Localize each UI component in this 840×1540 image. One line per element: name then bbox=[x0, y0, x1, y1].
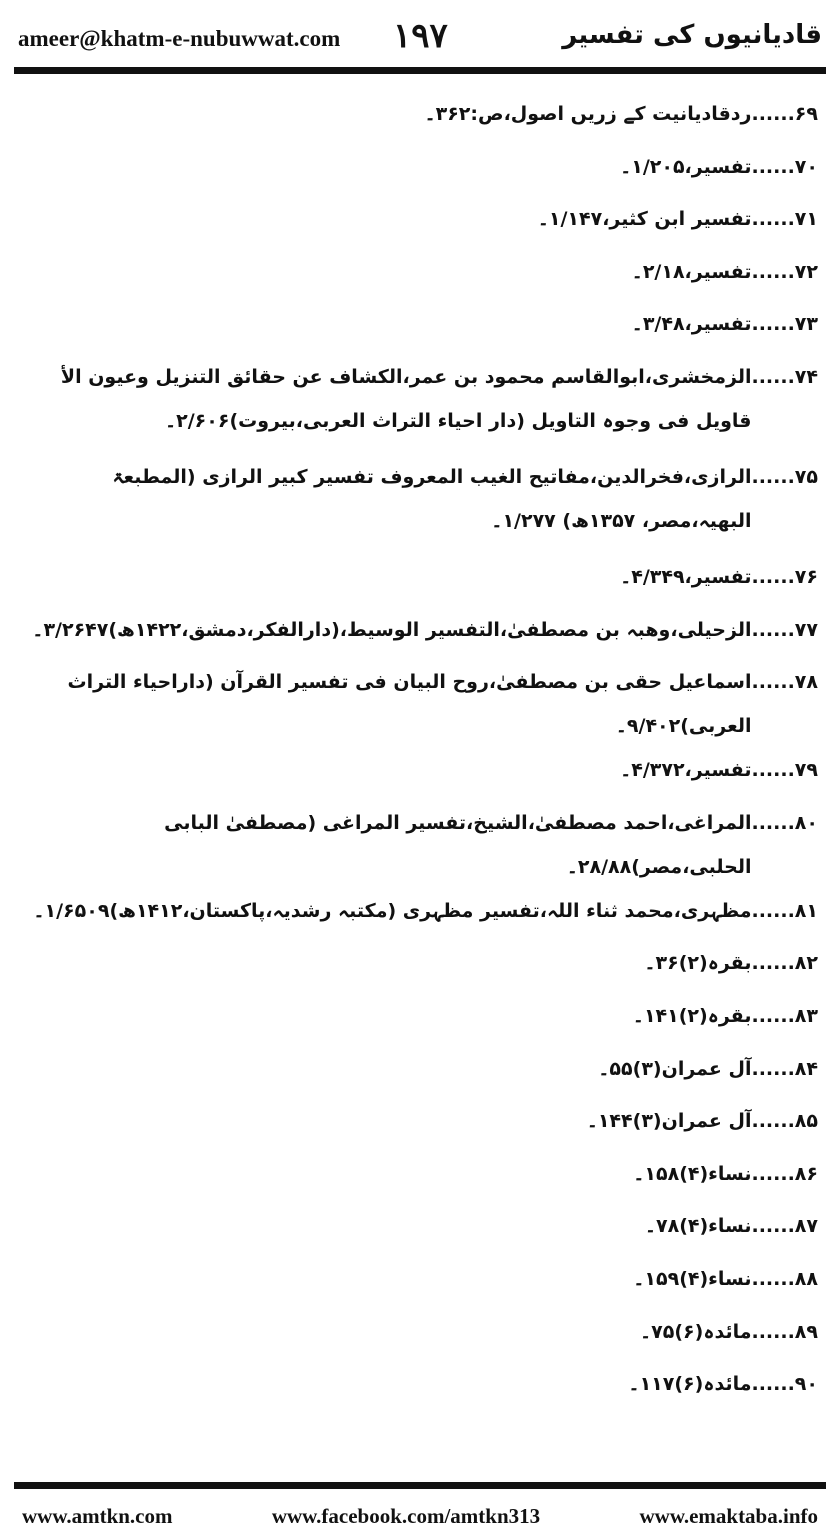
reference-text: نساء(۴)۱۵۹۔ bbox=[633, 1267, 752, 1290]
reference-number: ۸۳...... bbox=[751, 1004, 818, 1027]
page-number: ۱۹۷ bbox=[393, 16, 448, 56]
reference-number: ۸۴...... bbox=[751, 1057, 818, 1080]
reference-text: نساء(۴)۷۸۔ bbox=[644, 1215, 752, 1238]
reference-number: ۹۰...... bbox=[751, 1373, 818, 1396]
reference-number: ۷۳...... bbox=[751, 313, 818, 336]
reference-text: الزحیلی،وھبہ بن مصطفیٰ،التفسیر الوسیط،(دارالفکر،دمشق،۱۴۲۲ھ)۳/۲۶۴۷۔ bbox=[32, 618, 752, 641]
reference-item bbox=[14, 941, 818, 994]
reference-number: ۸۶...... bbox=[751, 1162, 818, 1185]
reference-item bbox=[14, 455, 818, 555]
reference-item bbox=[14, 302, 818, 355]
reference-item bbox=[14, 994, 818, 1047]
reference-text: بقرہ(۲)۱۴۱۔ bbox=[632, 1004, 752, 1027]
reference-text: تفسیر،۲/۱۸۔ bbox=[631, 260, 752, 283]
reference-number: ۷۵...... bbox=[751, 465, 818, 488]
reference-text: بقرہ(۲)۳۶۔ bbox=[644, 952, 752, 975]
footer-site-emaktaba: www.emaktaba.info bbox=[639, 1504, 818, 1528]
reference-item bbox=[14, 889, 818, 942]
footer-rule bbox=[14, 1482, 826, 1489]
reference-text: مظہری،محمد ثناء اللہ،تفسیر مظہری (مکتبہ رشدیہ،پاکستان،۱۴۱۲ھ)۱/۶۵۰۹۔ bbox=[33, 899, 752, 922]
header-email: ameer@khatm-e-nubuwwat.com bbox=[18, 26, 341, 51]
reference-text: المراغی،احمد مصطفیٰ،الشیخ،تفسیر المراغی (مصطفیٰ البابی الحلبی،مصر)۲۸/۸۸۔ bbox=[164, 811, 752, 878]
reference-item bbox=[14, 660, 818, 748]
reference-number: ۷۱...... bbox=[751, 208, 818, 231]
reference-text: نساء(۴)۱۵۸۔ bbox=[633, 1162, 752, 1185]
reference-number: ۷۸...... bbox=[751, 671, 818, 694]
reference-number: ۸۲...... bbox=[751, 952, 818, 975]
reference-text: آل عمران(۳)۵۵۔ bbox=[598, 1057, 752, 1080]
reference-item bbox=[14, 1047, 818, 1100]
reference-number: ۸۵...... bbox=[751, 1110, 818, 1133]
reference-text: مائدہ(۶)۷۵۔ bbox=[640, 1320, 752, 1343]
reference-text: آل عمران(۳)۱۴۴۔ bbox=[586, 1110, 752, 1133]
reference-number: ۷۰...... bbox=[751, 155, 818, 178]
reference-item bbox=[14, 145, 818, 198]
footer-site-amtkn: www.amtkn.com bbox=[22, 1504, 173, 1528]
reference-number: ۷۷...... bbox=[751, 618, 818, 641]
reference-item bbox=[14, 748, 818, 801]
reference-text: مائدہ(۶)۱۱۷۔ bbox=[628, 1373, 752, 1396]
reference-text: تفسیر،۴/۳۷۲۔ bbox=[620, 759, 752, 782]
reference-number: ۸۱...... bbox=[751, 899, 818, 922]
reference-number: ۸۷...... bbox=[751, 1215, 818, 1238]
reference-text: تفسیر،۴/۳۴۹۔ bbox=[620, 565, 752, 588]
reference-item bbox=[14, 1310, 818, 1363]
reference-text: ردقادیانیت کے زریں اصول،ص:۳۶۲۔ bbox=[424, 103, 752, 125]
reference-list bbox=[14, 92, 818, 1415]
reference-number: ۷۹...... bbox=[751, 759, 818, 782]
reference-number: ۷۴...... bbox=[751, 365, 818, 388]
reference-number: ۷۶...... bbox=[751, 565, 818, 588]
reference-item bbox=[14, 1204, 818, 1257]
reference-item bbox=[14, 355, 818, 455]
header-rule bbox=[14, 67, 826, 74]
reference-item bbox=[14, 92, 818, 145]
reference-item bbox=[14, 801, 818, 889]
reference-item bbox=[14, 1362, 818, 1415]
reference-text: تفسیر،۱/۲۰۵۔ bbox=[620, 155, 752, 178]
reference-text: الرازی،فخرالدین،مفاتیح الغیب المعروف تفسیر کبیر الرازی (المطبعۃ البھیہ،مصر، ۱۳۵۷ھ) ۱/۲۷۷۔ bbox=[112, 465, 752, 532]
reference-item bbox=[14, 197, 818, 250]
reference-text: تفسیر ابن کثیر،۱/۱۴۷۔ bbox=[537, 208, 752, 231]
reference-item bbox=[14, 250, 818, 303]
reference-number: ۸۹...... bbox=[751, 1320, 818, 1343]
reference-text: اسماعیل حقی بن مصطفیٰ،روح البیان فی تفسیر القرآن (داراحیاء التراث العربی)۹/۴۰۲۔ bbox=[67, 671, 752, 738]
reference-item bbox=[14, 1257, 818, 1310]
reference-number: ۸۸...... bbox=[751, 1267, 818, 1290]
reference-item bbox=[14, 1099, 818, 1152]
page-header bbox=[18, 12, 822, 64]
reference-number: ۷۲...... bbox=[751, 260, 818, 283]
reference-text: الزمخشری،ابوالقاسم محمود بن عمر،الکشاف عن حقائق التنزیل وعیون الأ قاویل فی وجوہ التاویل (دار احیاء التراث العربی،بیروت)۲/۶۰۶۔ bbox=[60, 365, 752, 432]
book-title: قادیانیوں کی تفسیر bbox=[562, 20, 822, 50]
reference-number: ۶۹...... bbox=[751, 103, 818, 125]
reference-number: ۸۰...... bbox=[751, 811, 818, 834]
reference-item bbox=[14, 1152, 818, 1205]
page-footer bbox=[22, 1504, 818, 1529]
footer-site-facebook: www.facebook.com/amtkn313 bbox=[271, 1504, 541, 1528]
reference-item bbox=[14, 608, 818, 661]
reference-text: تفسیر،۳/۴۸۔ bbox=[631, 313, 752, 336]
reference-item bbox=[14, 555, 818, 608]
